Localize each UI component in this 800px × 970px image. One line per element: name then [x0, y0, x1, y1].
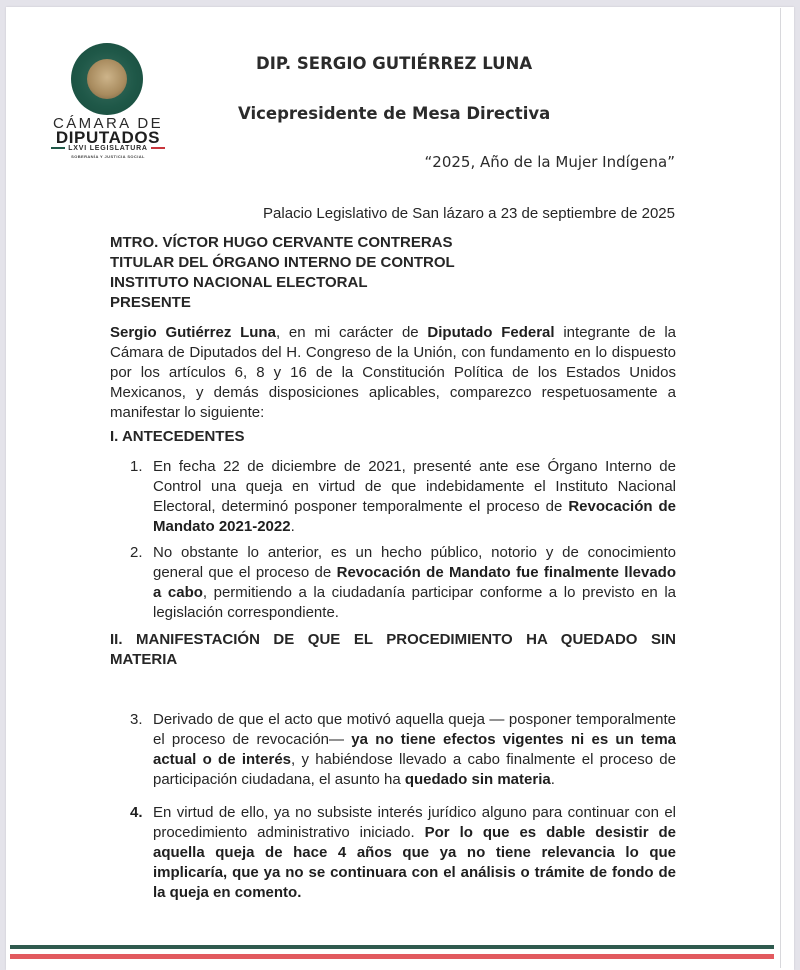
section-heading-line2: MATERIA [110, 651, 178, 668]
logo-camara-text: CÁMARA DE [53, 115, 163, 132]
intro-bold-name: Sergio Gutiérrez Luna [110, 324, 276, 341]
item-bold-run: Por lo que es dable desistir de aquella queja de hace 4 años que ya no tiene relevancia lo que implicaría, que ya no se continuara con el análisis o trámite de fondo de la queja en comento. [153, 824, 677, 901]
item-bold-run: Revocación de Mandato fue finalmente llevado a cabo [153, 564, 676, 601]
item-text-run: . [290, 518, 295, 535]
item-number: 1. [130, 458, 143, 475]
intro-bold-title: Diputado Federal [427, 324, 555, 341]
item-text-run: No obstante lo anterior, es un hecho público, notorio y de conocimiento general que el proceso de [153, 544, 676, 581]
item-text [153, 803, 676, 903]
list-item [130, 803, 676, 903]
recipient-institution: INSTITUTO NACIONAL ELECTORAL [110, 274, 368, 291]
eagle-emblem-icon [87, 59, 127, 99]
red-bar-icon [151, 147, 165, 149]
legislature-text: LXVI LEGISLATURA [68, 145, 148, 152]
year-motto: “2025, Año de la Mujer Indígena” [424, 153, 675, 171]
item-bold-run: ya no tiene efectos vigentes ni es un tema actual o de interés [153, 731, 676, 768]
footer-red-rule [10, 954, 774, 959]
item-text-run: En virtud de ello, ya no subsiste interés jurídico alguno para continuar con el procedimiento administrativo iniciado. [153, 804, 676, 841]
logo-legislature [46, 145, 170, 152]
place-and-date: Palacio Legislativo de San lázaro a 23 de septiembre de 2025 [263, 205, 675, 222]
logo-motto: SOBERANÍA Y JUSTICIA SOCIAL [71, 154, 145, 159]
item-text [153, 710, 676, 790]
item-text-run: . [550, 771, 555, 788]
footer-green-rule [10, 945, 774, 949]
item-number: 2. [130, 544, 143, 561]
list-item [130, 543, 676, 623]
sender-name-heading: DIP. SERGIO GUTIÉRREZ LUNA [256, 54, 533, 73]
list-item [130, 457, 676, 537]
item-text-run: , permitiendo a la ciudadanía participar conforme a lo previsto en la legislación correspondiente. [153, 584, 676, 621]
item-text-run: , y habiéndose llevado a cabo finalmente el proceso de participación ciudadana, el asunto ha [153, 751, 676, 788]
item-number: 4. [130, 804, 143, 821]
item-text-run: Derivado de que el acto que motivó aquella queja — posponer temporalmente el proceso de revocación— [153, 711, 676, 748]
intro-text: , en mi carácter de [275, 324, 428, 341]
section-heading-line1: II. MANIFESTACIÓN DE QUE EL PROCEDIMIENTO HA QUEDADO SIN [110, 631, 676, 648]
recipient-title: TITULAR DEL ÓRGANO INTERNO DE CONTROL [110, 254, 455, 271]
item-bold-run: Revocación de Mandato 2021-2022 [153, 498, 676, 535]
item-text [153, 543, 676, 623]
page-edge-divider [780, 8, 781, 968]
intro-paragraph [110, 323, 676, 423]
item-text-run: En fecha 22 de diciembre de 2021, presenté ante ese Órgano Interno de Control una queja en virtud de que indebidamente el Instituto Nacional Electoral, determinó posponer temporalmente el proceso de [153, 458, 676, 515]
green-bar-icon [51, 147, 65, 149]
sender-role-heading: Vicepresidente de Mesa Directiva [238, 104, 551, 123]
section-heading-antecedentes: I. ANTECEDENTES [110, 428, 245, 445]
section-heading-manifestacion [110, 630, 676, 670]
logo-diputados-text: DIPUTADOS [55, 128, 161, 147]
recipient-block [110, 233, 690, 313]
camara-diputados-logo [46, 42, 170, 159]
item-number: 3. [130, 711, 143, 728]
list-item [130, 710, 676, 790]
intro-text: integrante de la Cámara de Diputados del H. Congreso de la Unión, con fundamento en lo dispuesto por los artículos 6, 8 y 16 de la Constitución Política de los Estados Unidos Mexicanos, y demás disposiciones aplicables, comparezco respetuosamente a manifestar lo siguiente: [110, 324, 676, 421]
item-bold-run: quedado sin materia [404, 771, 551, 788]
recipient-name: MTRO. VÍCTOR HUGO CERVANTE CONTRERAS [110, 234, 453, 251]
recipient-presente: PRESENTE [110, 294, 191, 311]
national-seal-icon [71, 43, 143, 115]
item-text [153, 457, 676, 537]
